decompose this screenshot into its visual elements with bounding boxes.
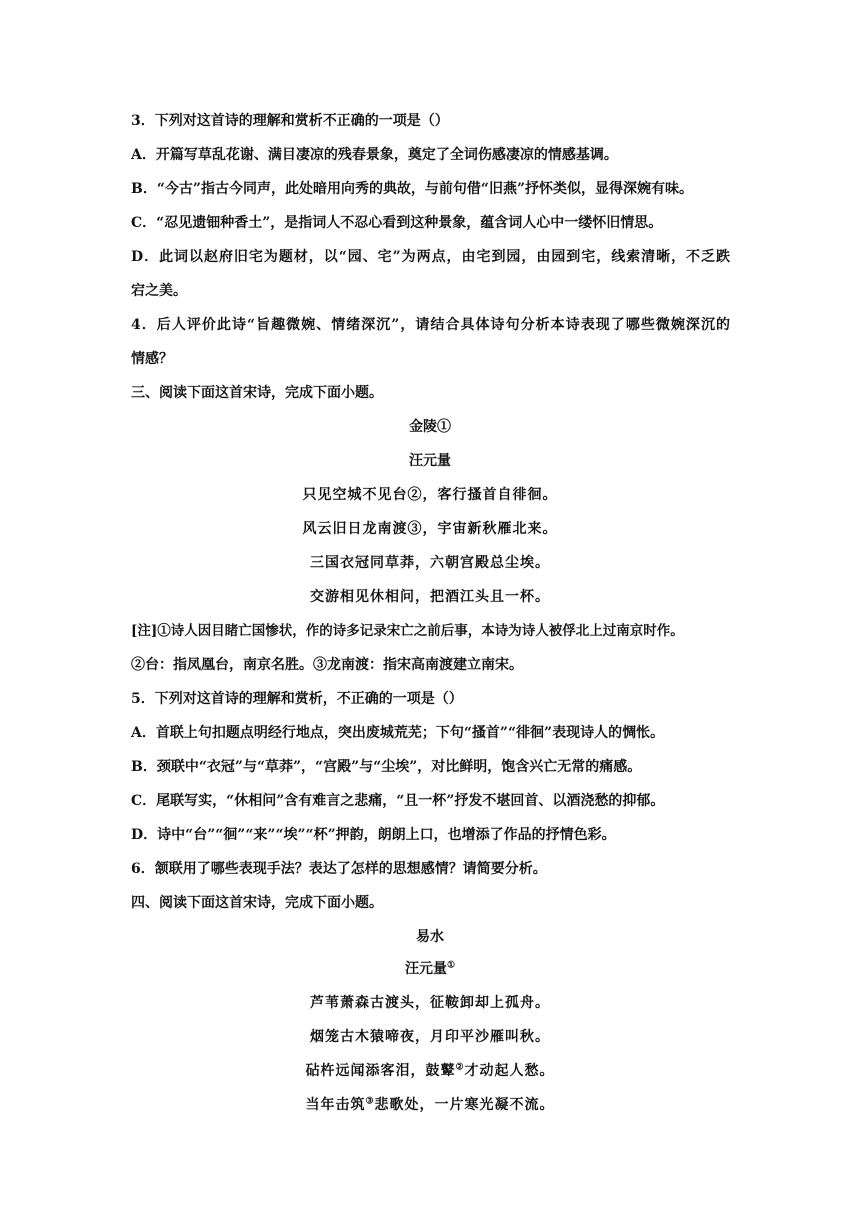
- q4-line2: 情感？: [131, 351, 173, 367]
- section4-poem-line: [0, 1061, 860, 1081]
- section4-poem-line: 烟笼古木猿啼夜，月印平沙雁叫秋。: [310, 1029, 550, 1045]
- section4-poem-author-name: 汪元量: [404, 961, 447, 977]
- section3-poem-author: 汪元量: [409, 453, 451, 469]
- q4-line1: 4．后人评价此诗“旨趣微婉、情绪深沉”，请结合具体诗句分析本诗表现了哪些微婉深沉的: [131, 317, 730, 333]
- q3-option-d-line1: D．此词以赵府旧宅为题材，以“园、宅”为两点，由宅到园，由园到宅，线索清晰，不乏跌: [131, 249, 730, 265]
- section3-heading: 三、阅读下面这首宋诗，完成下面小题。: [131, 385, 383, 401]
- section4-heading: 四、阅读下面这首宋诗，完成下面小题。: [131, 895, 383, 911]
- q3-option-d-line2: 宕之美。: [131, 283, 187, 299]
- q3-option-b: B．“今古”指古今同声，此处暗用向秀的典故，与前句借“旧燕”抒怀类似，显得深婉有味。: [131, 181, 694, 197]
- section4-poem-line: 芦苇萧森古渡头，征鞍卸却上孤舟。: [310, 995, 550, 1011]
- footnote-marker: ②: [455, 1062, 465, 1073]
- poem-line-part: 才动起人愁。: [464, 1063, 555, 1079]
- section3-poem-line: 只见空城不见台②，客行搔首自徘徊。: [302, 487, 558, 503]
- section4-poem-author: [0, 959, 860, 979]
- section3-poem-line: 风云旧日龙南渡③，宇宙新秋雁北来。: [302, 521, 558, 537]
- section3-note-1: [注]①诗人因目睹亡国惨状，作的诗多记录宋亡之前后事，本诗为诗人被俘北上过南京时作。: [131, 623, 684, 639]
- footnote-marker: ①: [446, 960, 456, 971]
- section3-poem-line: 交游相见休相问，把酒江头且一杯。: [310, 589, 550, 605]
- q5-option-d: D．诗中“台”“徊”“来”“埃”“杯”押韵，朗朗上口，也增添了作品的抒情色彩。: [131, 827, 616, 843]
- q5-stem: 5．下列对这首诗的理解和赏析，不正确的一项是（）: [131, 691, 463, 707]
- q5-option-b: B．颈联中“衣冠”与“草莽”，“宫殿”与“尘埃”，对比鲜明，饱含兴亡无常的痛感。: [131, 759, 642, 775]
- section3-poem-title: 金陵①: [409, 419, 451, 435]
- section3-poem-line: 三国衣冠同草莽，六朝宫殿总尘埃。: [310, 555, 550, 571]
- section3-note-2: ②台：指凤凰台，南京名胜。③龙南渡：指宋高南渡建立南宋。: [131, 657, 523, 673]
- footnote-marker: ③: [365, 1096, 375, 1107]
- q5-option-a: A．首联上句扣题点明经行地点，突出废城荒芜；下句“搔首”“徘徊”表现诗人的惆怅。: [131, 725, 665, 741]
- poem-line-part: 悲歌处，一片寒光凝不流。: [374, 1097, 555, 1113]
- q3-option-c: C．“忍见遗钿种香土”，是指词人不忍心看到这种景象，蕴含词人心中一缕怀旧情思。: [131, 215, 663, 231]
- q3-stem: 3．下列对这首诗的理解和赏析不正确的一项是（）: [131, 113, 449, 129]
- q6-stem: 6．颔联用了哪些表现手法？表达了怎样的思想感情？请简要分析。: [131, 861, 547, 877]
- section4-poem-line: [0, 1095, 860, 1115]
- poem-line-part: 砧杵远闻添客泪，鼓鼙: [305, 1063, 456, 1079]
- poem-line-part: 当年击筑: [305, 1097, 366, 1113]
- q3-option-a: A．开篇写草乱花谢、满目凄凉的残春景象，奠定了全词伤感凄凉的情感基调。: [131, 147, 618, 163]
- section4-poem-title: 易水: [416, 929, 444, 945]
- q5-option-c: C．尾联写实，“休相问”含有难言之悲痛，“且一杯”抒发不堪回首、以酒浇愁的抑郁。: [131, 793, 665, 809]
